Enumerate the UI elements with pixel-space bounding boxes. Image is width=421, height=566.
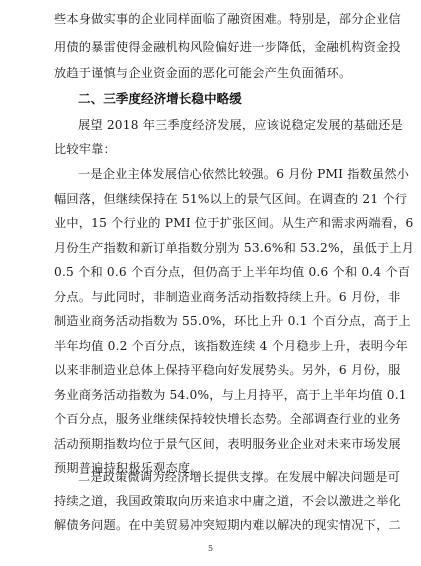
paragraph-line: 务业商务活动指数为 54.0%，与上月持平，高于上半年均值 0.1 (54, 388, 407, 402)
paragraph-line: 月份生产指数和新订单指数分别为 53.6%和 53.2%，虽低于上月 (54, 241, 415, 255)
paragraph-line: 放趋于谨慎与企业资金面的恶化可能会产生负面循环。 (54, 66, 352, 80)
paragraph-line: 个百分点，服务业继续保持较快增长态势。全部调查行业的业务 (54, 412, 401, 426)
paragraph-line: 预期普遍持积极乐观态度。 (54, 461, 203, 475)
paragraph-line: 0.5 个和 0.6 个百分点，但仍高于上半年均值 0.6 个和 0.4 个百 (54, 265, 411, 279)
paragraph-line: 以来非制造业总体上保持平稳向好发展势头。另外，6 月份，服 (54, 363, 401, 377)
paragraph-line: 幅回落，但继续保持在 51%以上的景气区间。在调查的 21 个行 (54, 192, 408, 206)
paragraph-line: 半年均值 0.2 个百分点，该指数连续 4 个月稳步上升，表明今年 (54, 339, 408, 353)
paragraph-line: 比较牢靠： (54, 142, 116, 156)
section-heading: 二、三季度经济增长稳中略缓 (78, 91, 242, 106)
paragraph-line: 一是企业主体发展信心依然比较强。6 月份 PMI 指数虽然小 (78, 167, 410, 181)
paragraph-line: 持续之道，我国政策取向历来追求中庸之道，不会以激进之举化 (54, 494, 401, 508)
paragraph-line: 二是政策微调为经济增长提供支撑。在发展中解决问题是可 (78, 470, 401, 484)
page-number: 5 (207, 544, 214, 553)
paragraph-line: 展望 2018 年三季度经济发展，应该说稳定发展的基础还是 (78, 118, 403, 132)
paragraph-line: 解债务问题。在中美贸易冲突短期内难以解决的现实情况下，二 (54, 518, 401, 532)
paragraph-line: 用债的暴雷使得金融机构风险偏好进一步降低，金融机构资金投 (54, 40, 401, 54)
paragraph-line: 制造业商务活动指数为 55.0%，环比上升 0.1 个百分点，高于上 (54, 314, 411, 328)
paragraph-line: 业中，15 个行业的 PMI 位于扩张区间。从生产和需求两端看，6 (54, 216, 414, 230)
paragraph-line: 分点。与此同时，非制造业商务活动指数持续上升。6 月份，非 (54, 290, 401, 304)
paragraph-line: 活动预期指数均位于景气区间，表明服务业企业对未来市场发展 (54, 437, 401, 451)
paragraph-line: 些本身做实事的企业同样面临了融资困难。特别是，部分企业信 (54, 12, 401, 26)
